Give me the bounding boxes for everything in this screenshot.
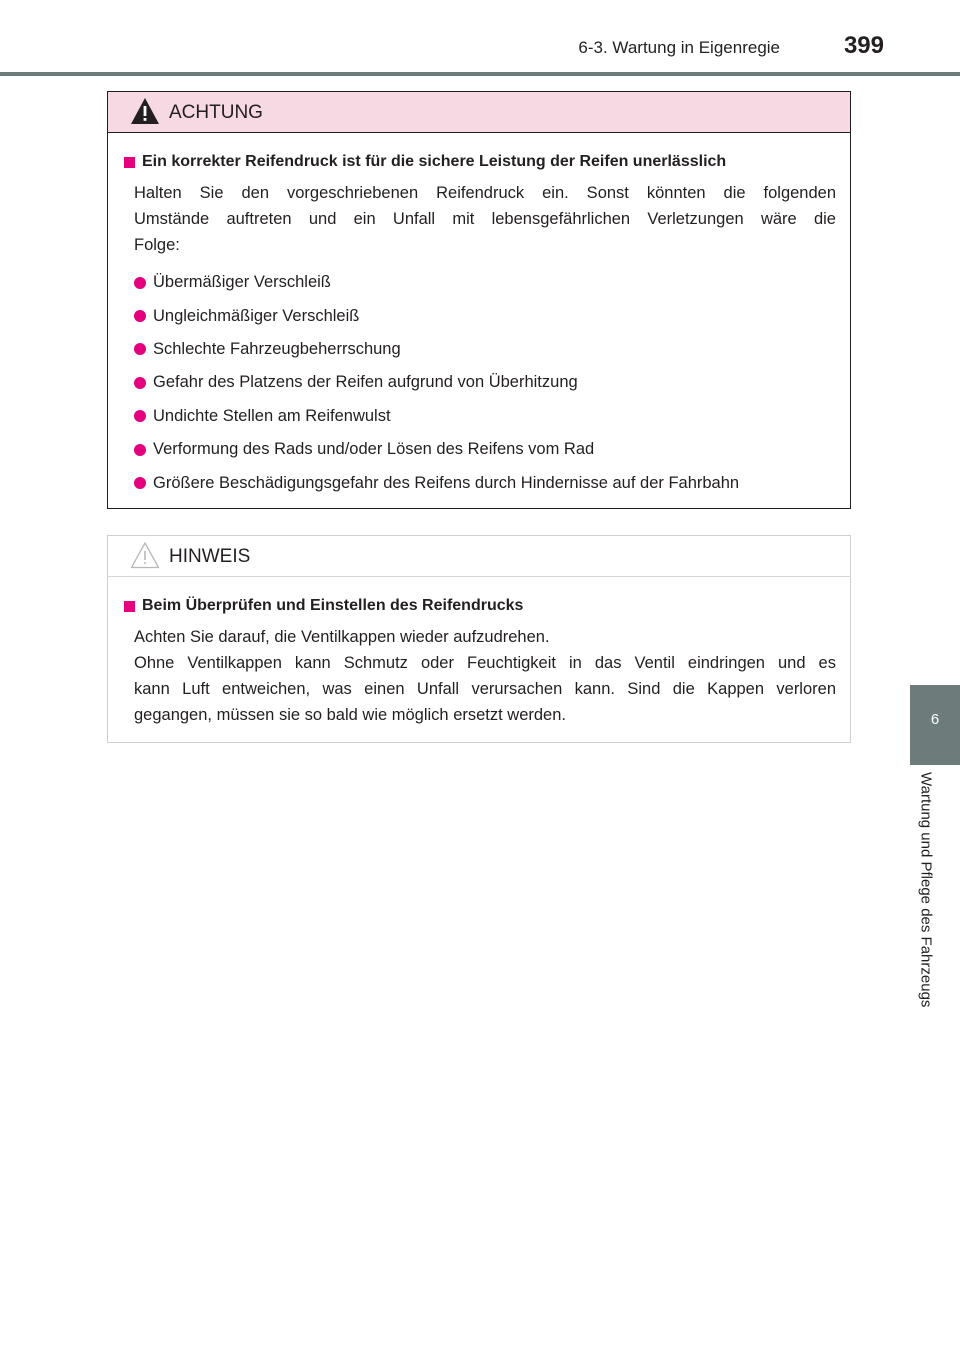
round-bullet-icon <box>134 277 146 289</box>
achtung-header <box>108 92 850 133</box>
square-bullet-icon <box>124 601 135 612</box>
round-bullet-icon <box>134 377 146 389</box>
achtung-heading-text: Ein korrekter Reifendruck ist für die sichere Leistung der Reifen unerlässlich <box>142 153 727 170</box>
list-item-text: Größere Beschädigungsgefahr des Reifens durch Hindernisse auf der Fahrbahn <box>153 473 740 492</box>
warning-triangle-outline-icon <box>130 541 160 569</box>
achtung-body <box>108 153 850 500</box>
hinweis-body <box>108 597 850 728</box>
chapter-tab-label: Wartung und Pflege des Fahrzeugs <box>917 772 935 1008</box>
hinweis-box <box>107 535 851 743</box>
list-item <box>134 299 836 332</box>
header-rule <box>0 72 960 76</box>
list-item <box>134 400 836 433</box>
paragraph-line: Halten Sie den vorgeschriebenen Reifendruck ein. Sonst könnten die folgenden <box>134 184 836 202</box>
achtung-paragraph <box>134 180 836 258</box>
paragraph-line: Folge: <box>134 236 180 254</box>
hinweis-heading-text: Beim Überprüfen und Einstellen des Reifendrucks <box>142 597 524 614</box>
list-item-text: Undichte Stellen am Reifenwulst <box>153 406 391 425</box>
round-bullet-icon <box>134 444 146 456</box>
list-item-text: Schlechte Fahrzeugbeherrschung <box>153 339 401 358</box>
list-item-text: Verformung des Rads und/oder Lösen des Reifens vom Rad <box>153 440 595 459</box>
list-item <box>134 466 836 499</box>
round-bullet-icon <box>134 410 146 422</box>
list-item <box>134 266 836 299</box>
paragraph-line: gegangen, müssen sie so bald wie möglich ersetzt werden. <box>134 706 566 724</box>
hinweis-paragraph <box>134 624 836 728</box>
achtung-bullet-list <box>134 266 836 500</box>
list-item-text: Übermäßiger Verschleiß <box>153 273 331 292</box>
list-item-text: Ungleichmäßiger Verschleiß <box>153 306 360 325</box>
round-bullet-icon <box>134 310 146 322</box>
hinweis-header <box>108 536 850 577</box>
list-item <box>134 366 836 399</box>
achtung-title: ACHTUNG <box>169 102 263 123</box>
list-item <box>134 333 836 366</box>
round-bullet-icon <box>134 343 146 355</box>
warning-triangle-filled-icon <box>130 97 160 125</box>
hinweis-section-heading <box>124 597 836 615</box>
round-bullet-icon <box>134 477 146 489</box>
section-title: 6-3. Wartung in Eigenregie <box>578 38 780 57</box>
list-item-text: Gefahr des Platzens der Reifen aufgrund von Überhitzung <box>153 373 578 392</box>
achtung-box <box>107 91 851 509</box>
paragraph-line: kann Luft entweichen, was einen Unfall verursachen kann. Sind die Kappen verloren <box>134 680 836 698</box>
chapter-tab-label-wrap <box>914 772 938 1072</box>
hinweis-title: HINWEIS <box>169 546 251 567</box>
square-bullet-icon <box>124 157 135 168</box>
chapter-tab-number: 6 <box>930 711 940 728</box>
paragraph-line: Achten Sie darauf, die Ventilkappen wieder aufzudrehen. <box>134 628 550 646</box>
page-number: 399 <box>843 32 884 59</box>
list-item <box>134 433 836 466</box>
paragraph-line: Umstände auftreten und ein Unfall mit lebensgefährlichen Verletzungen wäre die <box>134 210 836 228</box>
paragraph-line: Ohne Ventilkappen kann Schmutz oder Feuchtigkeit in das Ventil eindringen und es <box>134 654 836 672</box>
achtung-section-heading <box>124 153 836 171</box>
